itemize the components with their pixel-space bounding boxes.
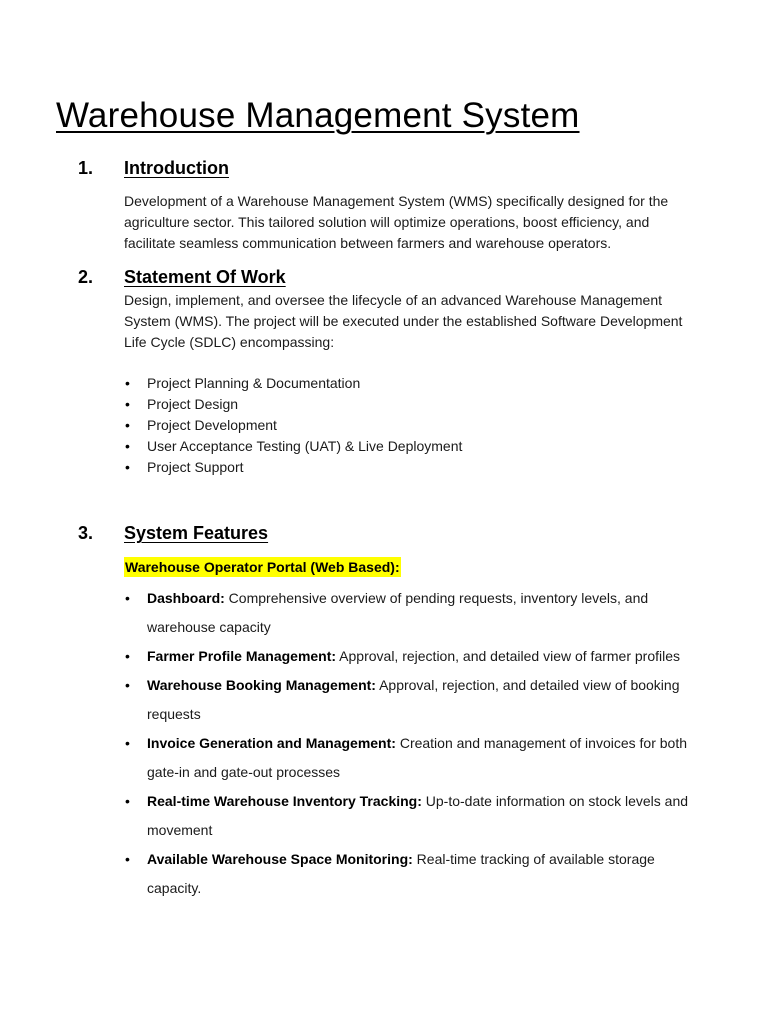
feature-label: Dashboard: xyxy=(147,590,225,606)
section-heading-statement-of-work: Statement Of Work xyxy=(124,267,286,287)
feature-item xyxy=(124,845,704,903)
feature-description: Up-to-date information on stock levels and movement xyxy=(147,793,689,838)
list-item-text: User Acceptance Testing (UAT) & Live Deployment xyxy=(147,438,463,454)
bullet-icon: • xyxy=(125,735,130,751)
feature-description: Creation and management of invoices for both gate-in and gate-out processes xyxy=(147,735,687,780)
feature-item xyxy=(124,787,704,845)
bullet-icon: • xyxy=(125,396,130,412)
feature-item xyxy=(124,729,704,787)
bullet-icon: • xyxy=(125,438,130,454)
list-item-text: Project Design xyxy=(147,396,239,412)
list-item-text: Project Planning & Documentation xyxy=(147,375,361,391)
feature-item xyxy=(124,584,704,642)
bullet-icon: • xyxy=(125,677,130,693)
list-item xyxy=(124,373,704,394)
bullet-icon: • xyxy=(125,648,130,664)
list-item xyxy=(124,415,704,436)
bullet-icon: • xyxy=(125,590,130,606)
section-number-2: 2. xyxy=(78,267,94,287)
list-item-text: Project Support xyxy=(147,459,244,475)
list-item xyxy=(124,436,704,457)
feature-label: Farmer Profile Management: xyxy=(147,648,337,664)
bullet-icon: • xyxy=(125,459,130,475)
bullet-icon: • xyxy=(125,793,130,809)
feature-description: Comprehensive overview of pending requests, inventory levels, and warehouse capacity xyxy=(147,590,649,635)
statement-of-work-paragraph: Design, implement, and oversee the lifecycle of an advanced Warehouse Management System (WMS). The project will be executed under the established Software Development Life Cycle (SDLC) encompassing: xyxy=(124,292,683,350)
bullet-icon: • xyxy=(125,851,130,867)
feature-list xyxy=(124,584,704,903)
bullet-icon: • xyxy=(125,375,130,391)
bullet-icon: • xyxy=(125,417,130,433)
feature-description: Approval, rejection, and detailed view of farmer profiles xyxy=(336,648,681,664)
feature-label: Available Warehouse Space Monitoring: xyxy=(147,851,413,867)
section-number-3: 3. xyxy=(78,523,94,543)
sdlc-phase-list xyxy=(124,373,704,478)
feature-item xyxy=(124,642,704,671)
feature-label: Invoice Generation and Management: xyxy=(147,735,396,751)
list-item xyxy=(124,457,704,478)
section-heading-introduction: Introduction xyxy=(124,158,229,178)
highlighted-subheading: Warehouse Operator Portal (Web Based): xyxy=(125,559,400,575)
list-item-text: Project Development xyxy=(147,417,277,433)
feature-description: Real-time tracking of available storage capacity. xyxy=(147,851,655,896)
section-number-1: 1. xyxy=(78,158,94,178)
introduction-paragraph: Development of a Warehouse Management System (WMS) specifically designed for the agriculture sector. This tailored solution will optimize operations, boost efficiency, and facilitate seamless communication between farmers and warehouse operators. xyxy=(124,193,669,251)
section-heading-system-features: System Features xyxy=(124,523,269,543)
feature-label: Warehouse Booking Management: xyxy=(147,677,376,693)
feature-description: Approval, rejection, and detailed view of booking requests xyxy=(147,677,680,722)
feature-label: Real-time Warehouse Inventory Tracking: xyxy=(147,793,422,809)
list-item xyxy=(124,394,704,415)
feature-item xyxy=(124,671,704,729)
document-title: Warehouse Management System xyxy=(56,96,580,135)
